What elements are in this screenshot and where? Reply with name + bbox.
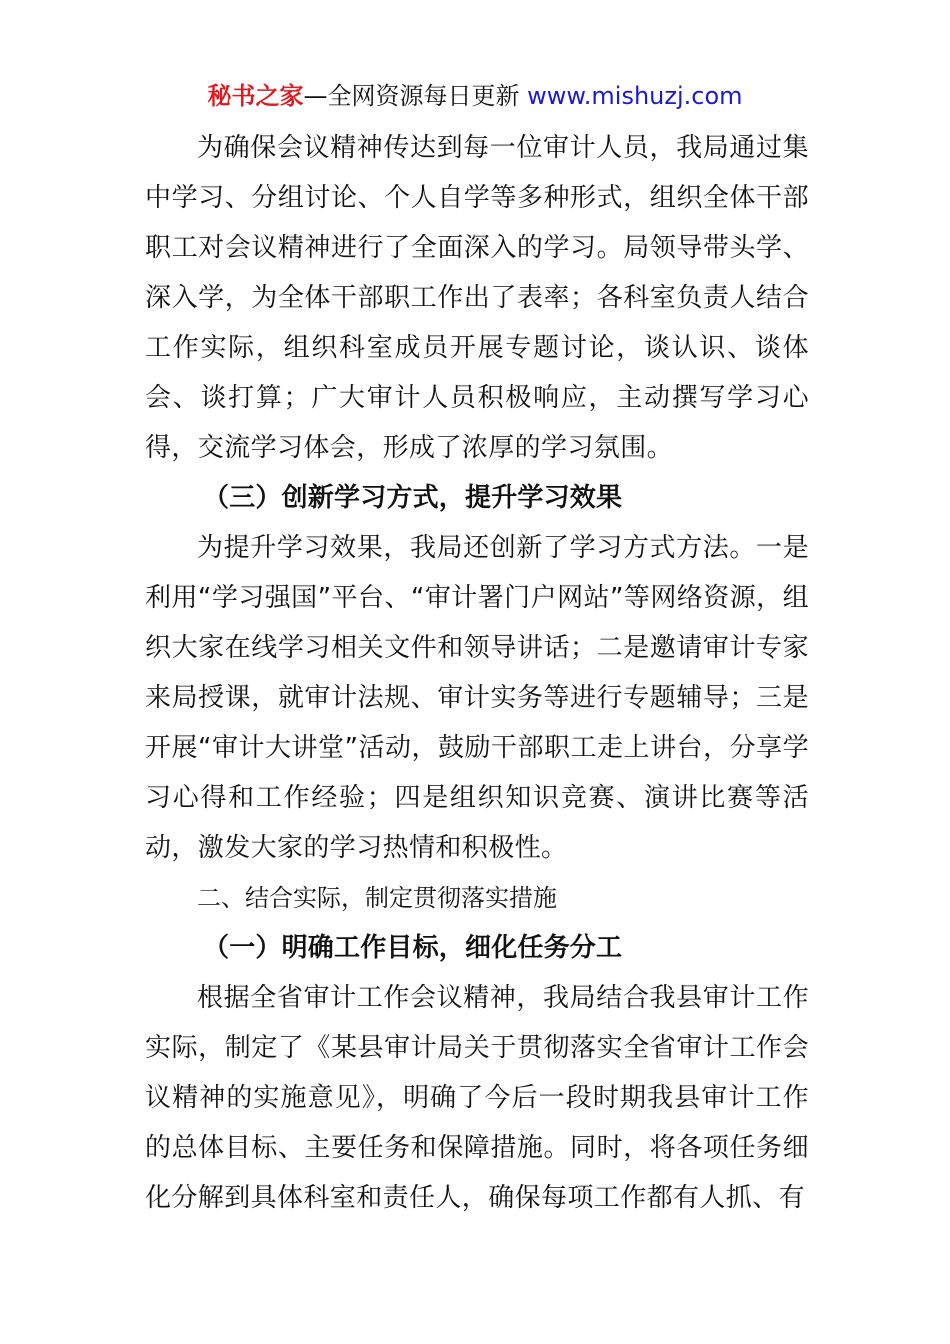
paragraph-learning-methods: 为提升学习效果，我局还创新了学习方式方法。一是利用“学习强国”平台、“审计署门户网站”等网络资源，组织大家在线学习相关文件和领导讲话；二是邀请审计专家来局授课，就审计法规、审计实务等进行专题辅导；三是开展“审计大讲堂”活动，鼓励干部职工走上讲台，分享学习心得和工作经验；四是组织知识竞赛、演讲比赛等活动，激发大家的学习热情和积极性。 [145, 533, 809, 863]
brand-name: 秘书之家 [207, 82, 304, 110]
subheading-innovate-learning: （三）创新学习方式，提升学习效果 [203, 483, 623, 513]
section-heading-implementation: 二、结合实际，制定贯彻落实措施 [197, 884, 557, 912]
document-body [145, 123, 809, 1223]
subheading-work-goals: （一）明确工作目标，细化任务分工 [203, 933, 623, 963]
paragraph-study-organization: 为确保会议精神传达到每一位审计人员，我局通过集中学习、分组讨论、个人自学等多种形式，组织全体干部职工对会议精神进行了全面深入的学习。局领导带头学、深入学，为全体干部职工作出了表率；各科室负责人结合工作实际，组织科室成员开展专题讨论，谈认识、谈体会、谈打算；广大审计人员积极响应，主动撰写学习心得，交流学习体会，形成了浓厚的学习氛围。 [145, 133, 809, 463]
site-url[interactable]: www.mishuzj.com [527, 82, 743, 110]
page-header [0, 80, 950, 112]
header-tagline: —全网资源每日更新 [303, 82, 528, 110]
paragraph-implementation-plan: 根据全省审计工作会议精神，我局结合我县审计工作实际，制定了《某县审计局关于贯彻落实全省审计工作会议精神的实施意见》，明确了今后一段时期我县审计工作的总体目标、主要任务和保障措施。同时，将各项任务细化分解到具体科室和责任人，确保每项工作都有人抓、有 [145, 983, 809, 1213]
